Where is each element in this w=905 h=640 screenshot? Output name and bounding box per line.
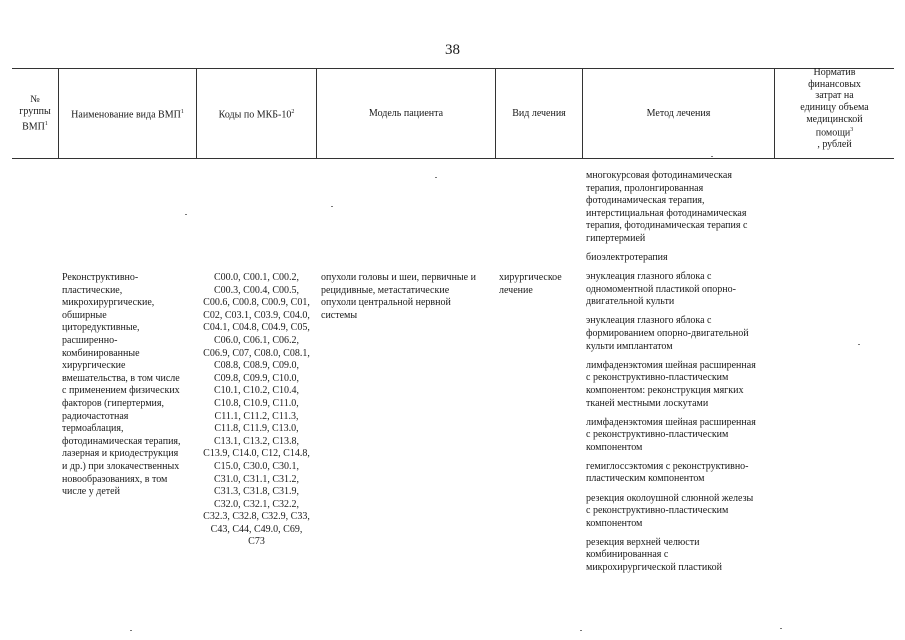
method-item: лимфаденэктомия шейная расширенная с реконструктивно-пластическим компонентом: реконструкция мягких тканей местными лоскутами bbox=[586, 359, 756, 409]
text-line: новообразованиях, в том bbox=[62, 473, 168, 485]
code-line: C11.1, C11.2, C11.3, bbox=[214, 410, 299, 422]
code-line: C06.9, C07, C08.0, C08.1, bbox=[203, 347, 310, 359]
code-line: C13.1, C13.2, C13.8, bbox=[213, 435, 299, 447]
text-line: микрохирургические, bbox=[62, 297, 155, 309]
header-cost-norm: Норматив финансовых затрат на единицу объема медицинской помощи$^3$ , рублей bbox=[800, 67, 869, 151]
method-item: резекция околоушной слюнной железы с реконструктивно-пластическим компонентом bbox=[586, 492, 754, 529]
code-line: C31.0, C31.1, C31.2, bbox=[213, 473, 299, 485]
method-item: биоэлектротерапия bbox=[586, 252, 668, 264]
code-line: C00.6, C00.8, C00.9, C01, bbox=[203, 297, 310, 309]
text-line: комбинированные bbox=[62, 347, 140, 359]
method-item: лимфаденэктомия шейная расширенная с реконструктивно-пластическим компонентом bbox=[586, 416, 756, 453]
code-line: C09.8, C09.9, C10.0, bbox=[213, 372, 299, 384]
treatment-method-cell bbox=[586, 170, 776, 581]
icd10-codes-cell bbox=[197, 272, 316, 549]
method-item: гемиглоссэктомия с реконструктивно- пластическим компонентом bbox=[586, 460, 749, 485]
text-line: вмешательства, в том числе bbox=[62, 372, 180, 384]
code-line: C00.3, C00.4, C00.5, bbox=[213, 284, 299, 296]
text-line: обширные bbox=[62, 309, 107, 321]
code-line: C31.3, C31.8, C31.9, bbox=[213, 486, 299, 498]
text-line: хирургическое bbox=[499, 272, 562, 283]
text-line: фотодинамическая терапия, bbox=[62, 435, 181, 447]
method-item: энуклеация глазного яблока с формированием опорно-двигательной культи имплантатом bbox=[586, 315, 749, 352]
text-line: термоаблация, bbox=[62, 423, 124, 435]
method-item: энуклеация глазного яблока с одномоментной пластикой опорно- двигательной культи bbox=[586, 271, 736, 308]
text-line: радиочастотная bbox=[62, 410, 129, 422]
text-line: Реконструктивно- bbox=[62, 272, 139, 283]
vmp-name-cell bbox=[62, 272, 196, 499]
text-line: расширенно- bbox=[62, 334, 118, 346]
code-line: C00.0, C00.1, C00.2, bbox=[213, 272, 299, 283]
text-line: лечение bbox=[499, 284, 533, 296]
treatment-type-cell bbox=[499, 272, 582, 297]
code-line: C15.0, C30.0, C30.1, bbox=[213, 460, 299, 472]
text-line: с применением физических bbox=[62, 385, 180, 397]
text-line: лазерная и криодеструкция bbox=[62, 448, 179, 460]
scan-speck bbox=[858, 344, 860, 345]
scan-speck bbox=[435, 177, 437, 178]
header-group-number: № группы ВМП$^1$ bbox=[19, 93, 51, 133]
text-line: пластические, bbox=[62, 284, 123, 296]
code-line: C04.1, C04.8, C04.9, C05, bbox=[203, 322, 310, 334]
header-vmp-name: Наименование вида ВМП$^1$ bbox=[71, 108, 184, 121]
scan-speck bbox=[711, 156, 713, 157]
scan-speck bbox=[130, 630, 132, 631]
text-line: и др.) при злокачественных bbox=[62, 460, 180, 472]
code-line: C13.9, C14.0, C12, C14.8, bbox=[203, 448, 310, 460]
code-line: C32.3, C32.8, C32.9, C33, bbox=[203, 511, 310, 523]
code-line: C08.8, C08.9, C09.0, bbox=[213, 360, 299, 372]
code-line: C73 bbox=[248, 536, 265, 548]
header-treatment-method: Метод лечения bbox=[646, 107, 711, 119]
scan-speck bbox=[185, 214, 187, 215]
text-line: факторов (гипертермия, bbox=[62, 397, 164, 409]
code-line: C06.0, C06.1, C06.2, bbox=[213, 334, 299, 346]
method-item: резекция верхней челюсти комбинированная с микрохирургической пластикой bbox=[586, 536, 722, 574]
code-line: C43, C44, C49.0, C69, bbox=[210, 523, 303, 535]
code-line: C32.0, C32.1, C32.2, bbox=[213, 498, 299, 510]
scan-speck bbox=[331, 206, 333, 207]
text-line: опухоли центральной нервной bbox=[321, 297, 451, 309]
scan-speck bbox=[580, 630, 582, 631]
text-line: циторедуктивные, bbox=[62, 322, 140, 334]
text-line: системы bbox=[321, 309, 358, 321]
code-line: C02, C03.1, C03.9, C04.0, bbox=[203, 309, 310, 321]
scan-speck bbox=[780, 628, 782, 629]
text-line: числе у детей bbox=[62, 486, 120, 498]
text-line: рецидивные, метастатические bbox=[321, 284, 450, 296]
header-patient-model: Модель пациента bbox=[368, 107, 444, 119]
method-item: многокурсовая фотодинамическая терапия, пролонгированная фотодинамическая терапия, интерстициальная фотодинамическая терапия, фотодинамическая терапия с гипертермией bbox=[586, 170, 748, 244]
text-line: опухоли головы и шеи, первичные и bbox=[321, 272, 476, 283]
text-line: хирургические bbox=[62, 360, 126, 372]
code-line: C10.1, C10.2, C10.4, bbox=[213, 385, 299, 397]
code-line: C11.8, C11.9, C13.0, bbox=[214, 423, 299, 435]
patient-model-cell bbox=[321, 272, 495, 322]
table-header-bottom-border bbox=[12, 158, 894, 159]
page-number: 38 bbox=[445, 42, 460, 58]
header-icd10-codes: Коды по МКБ-$10^2$ bbox=[218, 108, 295, 121]
code-line: C10.8, C10.9, C11.0, bbox=[214, 397, 299, 409]
header-treatment-type: Вид лечения bbox=[512, 107, 566, 119]
